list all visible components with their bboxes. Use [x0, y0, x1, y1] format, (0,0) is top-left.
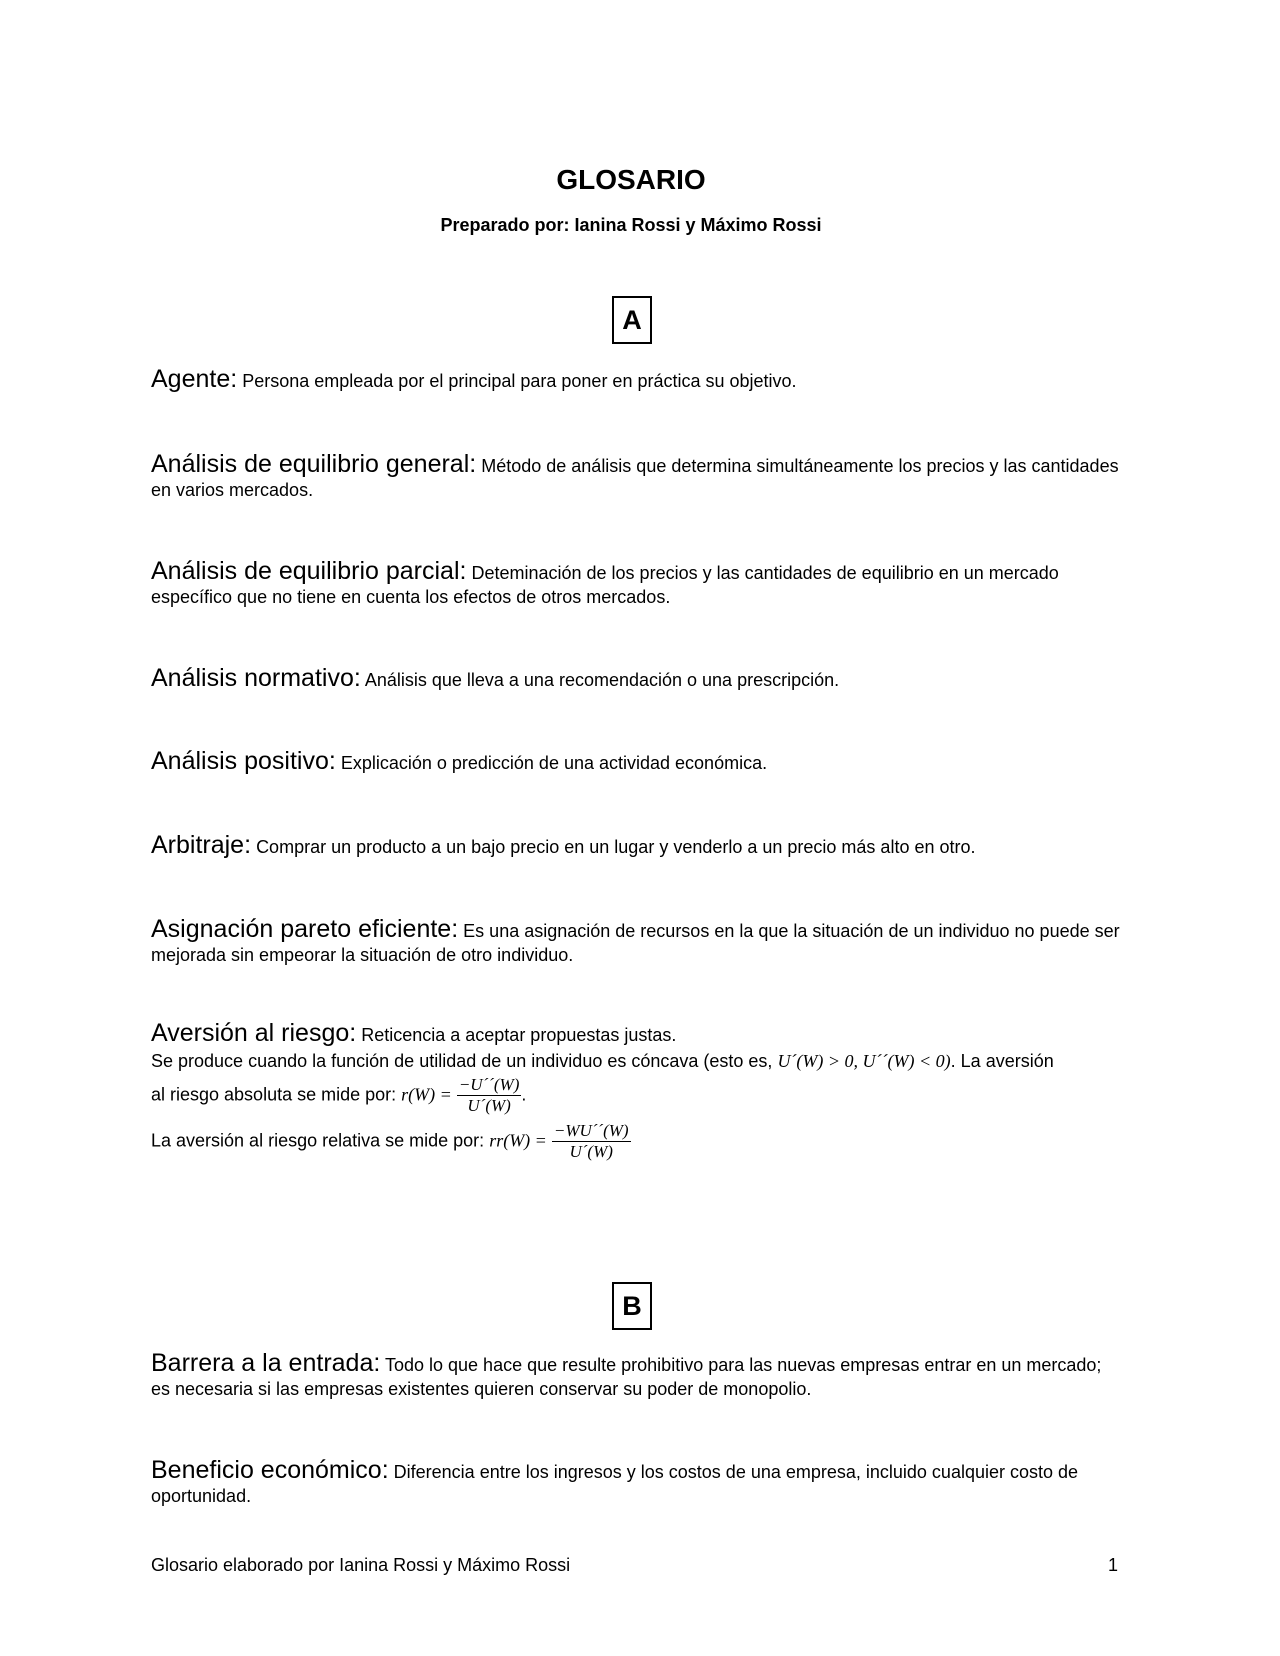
entry-term: Análisis de equilibrio general:: [151, 450, 477, 478]
glossary-entry: [151, 666, 1121, 692]
aversion-text: . La aversión: [950, 1051, 1054, 1071]
absolute-aversion-fraction: [457, 1075, 522, 1116]
entry-definition: Comprar un producto a un bajo precio en un lugar y venderlo a un precio más alto en otro.: [256, 837, 976, 857]
entry-definition: Todo lo que hace que resulte prohibitivo para las nuevas empresas entrar en un mercado; es necesaria si las empresas existentes quieren conservar su poder de monopolio.: [151, 1355, 1102, 1399]
fraction-denominator: U´(W): [467, 1096, 511, 1115]
entry-definition: Reticencia a aceptar propuestas justas.: [361, 1025, 677, 1045]
entry-definition: Método de análisis que determina simultáneamente los precios y las cantidades en varios mercados.: [151, 456, 1119, 500]
entry-definition: Persona empleada por el principal para poner en práctica su objetivo.: [242, 371, 797, 391]
entry-term: Barrera a la entrada:: [151, 1349, 381, 1377]
entry-definition: Deteminación de los precios y las cantidades de equilibrio en un mercado específico que no tiene en cuenta los efectos de otros mercados.: [151, 563, 1059, 607]
entry-definition: Diferencia entre los ingresos y los costos de una empresa, incluido cualquier costo de oportunidad.: [151, 1462, 1079, 1506]
fraction-denominator: U´(W): [569, 1142, 613, 1161]
relative-aversion-line: [151, 1121, 1121, 1167]
fraction-numerator: −U´´(W): [458, 1075, 520, 1094]
page-subtitle: Preparado por: Ianina Rossi y Máximo Rossi: [440, 215, 822, 235]
fraction-numerator: −WU´´(W): [553, 1121, 629, 1140]
aversion-text: La aversión al riesgo relativa se mide por:: [151, 1130, 485, 1151]
section-letter-a: A: [612, 296, 652, 344]
glossary-entry: [151, 1351, 1121, 1401]
entry-definition: Es una asignación de recursos en la que la situación de un individuo no puede ser mejorada sin empeorar la situación de otro individuo.: [151, 921, 1120, 965]
absolute-aversion-line: [151, 1075, 1121, 1121]
glossary-entry: [151, 917, 1121, 967]
relative-aversion-lhs: rr(W) =: [489, 1130, 547, 1151]
glossary-entry: [151, 367, 1121, 393]
entry-term: Arbitraje:: [151, 831, 252, 859]
concavity-formula: U´(W) > 0, U´´(W) < 0): [777, 1051, 951, 1071]
glossary-entry: [151, 452, 1121, 502]
entry-term: Análisis positivo:: [151, 747, 336, 775]
entry-definition: Explicación o predicción de una actividad económica.: [340, 753, 768, 773]
footer-text: Glosario elaborado por Ianina Rossi y Máximo Rossi: [151, 1555, 571, 1575]
section-letter-b: B: [612, 1282, 652, 1330]
glossary-entry-aversion: [151, 1021, 1121, 1167]
glossary-entry: [151, 833, 1121, 859]
page-title: GLOSARIO: [556, 164, 706, 195]
entry-definition: Análisis que lleva a una recomendación o una prescripción.: [364, 670, 840, 690]
entry-term: Aversión al riesgo:: [151, 1019, 357, 1047]
glossary-entry: [151, 749, 1121, 775]
aversion-condition-line: [151, 1049, 1121, 1075]
entry-term: Agente:: [151, 365, 238, 393]
aversion-text: al riesgo absoluta se mide por:: [151, 1084, 397, 1105]
entry-term: Análisis de equilibrio parcial:: [151, 557, 467, 585]
page-number: 1: [1108, 1555, 1119, 1575]
entry-term: Análisis normativo:: [151, 664, 361, 692]
glossary-entry: [151, 1458, 1121, 1508]
aversion-text: .: [521, 1084, 527, 1105]
glossary-entry: [151, 559, 1121, 609]
absolute-aversion-lhs: r(W) =: [401, 1084, 452, 1105]
relative-aversion-fraction: [552, 1121, 631, 1162]
entry-term: Beneficio económico:: [151, 1456, 389, 1484]
entry-term: Asignación pareto eficiente:: [151, 915, 459, 943]
aversion-text: Se produce cuando la función de utilidad de un individuo es cóncava (esto es,: [151, 1051, 773, 1071]
